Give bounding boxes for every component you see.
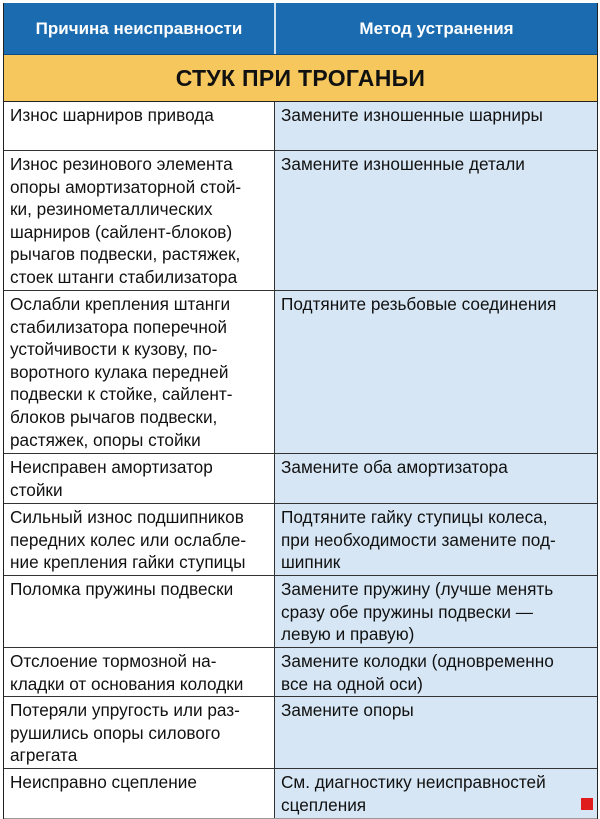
table-row [4,454,597,504]
end-square-icon [581,798,593,810]
header-cause: Причина неисправности [4,3,276,54]
fix-cell: Замените оба амортизатора [275,454,597,503]
table-row [4,648,597,697]
table-row [4,697,597,769]
cause-cell: Неисправен амортизатор стойки [4,454,275,503]
fix-cell: Замените опоры [275,697,597,768]
fix-cell: Подтяните гайку ступицы колеса, при необходимости замените под- шипник [275,504,597,575]
table-row [4,291,597,454]
table-row [4,102,597,151]
fix-cell: Замените изношенные детали [275,151,597,290]
fix-cell: Подтяните резьбовые соединения [275,291,597,453]
fix-cell: Замените пружину (лучше менять сразу обе пружины подвески — левую и правую) [275,576,597,647]
header-fix: Метод устранения [276,3,597,54]
section-title: СТУК ПРИ ТРОГАНЬИ [4,55,597,102]
table-row [4,769,597,819]
cause-cell: Отслоение тормозной на- кладки от основания колодки [4,648,275,696]
fix-cell: См. диагностику неисправностей сцепления [275,769,597,818]
table-row [4,576,597,648]
cause-cell: Износ шарниров привода [4,102,275,150]
table-header [4,3,597,55]
cause-cell: Потеряли упругость или раз- рушились опоры силового агрегата [4,697,275,768]
cause-cell: Износ резинового элемента опоры амортизаторной стой- ки, резинометаллических шарниров (сайлент-блоков) рычагов подвески, растяжек, стоек штанги стабилизатора [4,151,275,290]
table-row [4,151,597,291]
cause-cell: Сильный износ подшипников передних колес или ослабле- ние крепления гайки ступицы [4,504,275,575]
fix-cell: Замените колодки (одновременно все на одной оси) [275,648,597,696]
cause-cell: Поломка пружины подвески [4,576,275,647]
fix-cell: Замените изношенные шарниры [275,102,597,150]
cause-cell: Ослабли крепления штанги стабилизатора поперечной устойчивости к кузову, по- воротного кулака передней подвески к стойке, сайлент- блоков рычагов подвески, растяжек, опоры стойки [4,291,275,453]
fault-table [3,3,598,819]
table-row [4,504,597,576]
cause-cell: Неисправно сцепление [4,769,275,818]
